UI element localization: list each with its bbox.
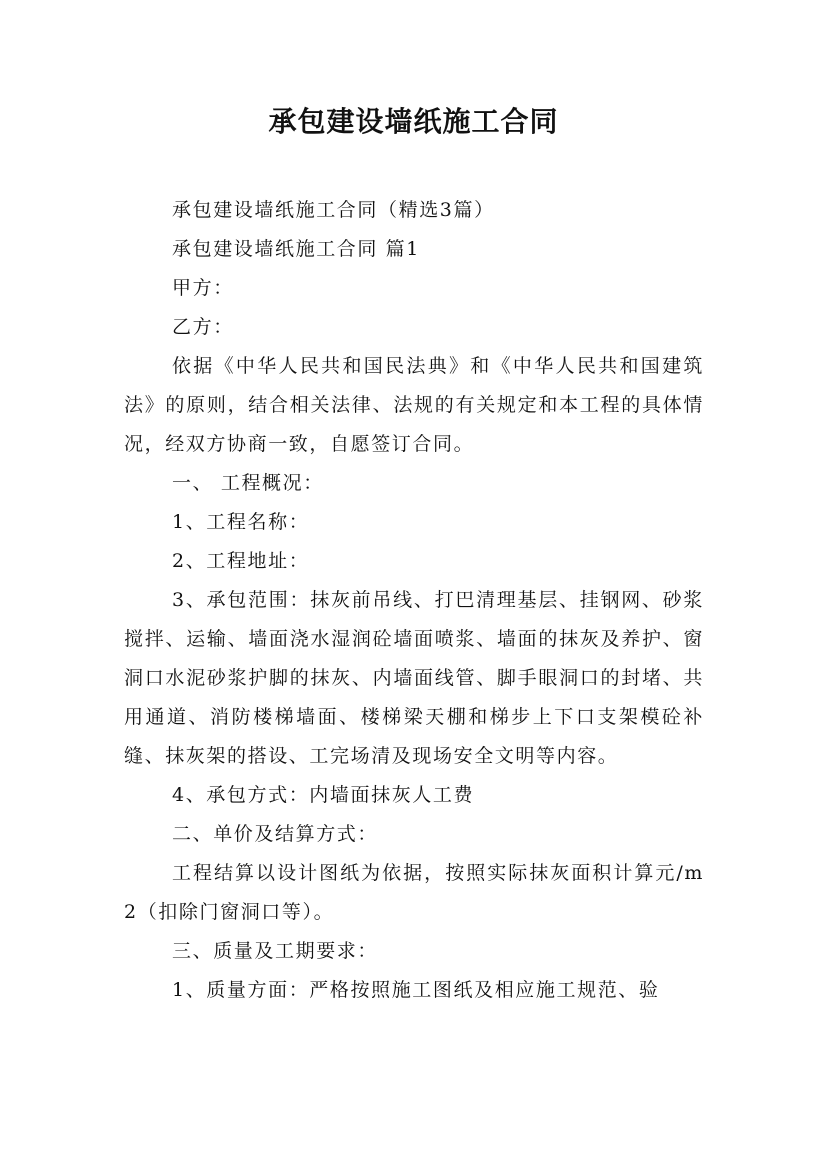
paragraph-project-overview-heading: 一、 工程概况：	[172, 472, 324, 494]
document-body	[124, 191, 704, 1010]
paragraph-quality-heading: 三、质量及工期要求：	[172, 940, 379, 962]
paragraph-party-b: 乙方：	[172, 316, 234, 338]
paragraph-party-a: 甲方：	[172, 277, 234, 299]
paragraph-preamble: 依据《中华人民共和国民法典》和《中华人民共和国建筑法》的原则，结合相关法律、法规的有关规定和本工程的具体情况，经双方协商一致，自愿签订合同。	[124, 355, 704, 455]
paragraph-settlement: 工程结算以设计图纸为依据，按照实际抹灰面积计算元/m2（扣除门窗洞口等）。	[124, 862, 704, 923]
document-title: 承包建设墙纸施工合同	[268, 105, 559, 138]
paragraph-contract-scope: 3、承包范围：抹灰前吊线、打巴清理基层、挂钢网、砂浆搅拌、运输、墙面浇水湿润砼墙面喷浆、墙面的抹灰及养护、窗洞口水泥砂浆护脚的抹灰、内墙面线管、脚手眼洞口的封堵、共用通道、消防楼梯墙面、楼梯梁天棚和梯步上下口支架模砼补缝、抹灰架的搭设、工完场清及现场安全文明等内容。	[124, 589, 704, 767]
paragraph-subtitle: 承包建设墙纸施工合同（精选3篇）	[172, 199, 495, 221]
paragraph-contract-method: 4、承包方式：内墙面抹灰人工费	[172, 784, 475, 806]
paragraph-pricing-heading: 二、单价及结算方式：	[172, 823, 379, 845]
paragraph-section-heading: 承包建设墙纸施工合同 篇1	[172, 238, 420, 260]
paragraph-project-address: 2、工程地址：	[172, 550, 310, 572]
paragraph-quality-requirements: 1、质量方面：严格按照施工图纸及相应施工规范、验	[172, 979, 660, 1001]
paragraph-project-name: 1、工程名称：	[172, 511, 310, 533]
